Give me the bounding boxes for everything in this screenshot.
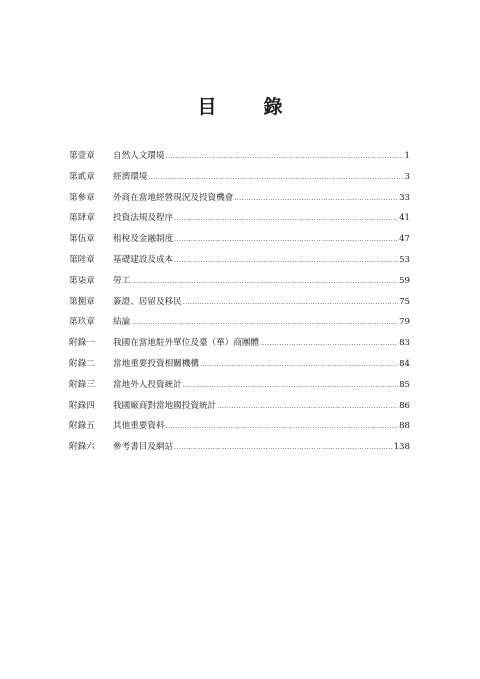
toc-entry-title: 自然人文環境	[113, 151, 165, 161]
toc-chapter-label: 第捌章	[69, 296, 95, 307]
toc-chapter-label: 第肆章	[69, 213, 95, 224]
toc-page-number: 41	[399, 213, 410, 224]
toc-entry-title: 我國在當地駐外單位及臺（華）商團體	[113, 338, 260, 349]
dot-leader	[166, 417, 398, 438]
toc-chapter-label: 附錄六	[69, 442, 95, 453]
dot-leader	[148, 168, 403, 189]
dot-leader	[174, 438, 392, 459]
dot-leader	[131, 272, 398, 293]
dot-leader	[174, 209, 398, 230]
toc-entry[interactable]	[69, 375, 410, 396]
toc-chapter-label: 第參章	[69, 192, 95, 203]
toc-entry-title: 基礎建設及成本	[113, 254, 174, 265]
toc-entry[interactable]	[69, 333, 410, 354]
toc-entry-title: 外商在當地經營現況及投資機會	[113, 192, 234, 203]
toc-entry[interactable]	[69, 312, 410, 333]
toc-entry-title: 簽證、居留及移民	[113, 296, 182, 307]
toc-page-number: 3	[404, 171, 410, 182]
toc-chapter-label: 第貳章	[69, 171, 95, 182]
dot-leader	[174, 251, 398, 272]
toc-chapter-label: 第陸章	[69, 254, 95, 265]
toc-entry[interactable]	[69, 167, 410, 188]
dot-leader	[234, 189, 398, 210]
toc-entry-title: 勞工	[113, 275, 131, 286]
toc-entry[interactable]	[69, 416, 410, 437]
toc-entry-title: 當地外人投資統計	[113, 379, 182, 390]
toc-entry-title: 經濟環境	[113, 171, 148, 182]
toc-page-number: 47	[399, 234, 410, 245]
toc-entry[interactable]	[69, 354, 410, 375]
toc-entry[interactable]	[69, 188, 410, 209]
toc-entry[interactable]	[69, 229, 410, 250]
toc-chapter-label: 第玖章	[69, 317, 95, 328]
toc-page-number: 79	[399, 317, 410, 328]
toc-entry[interactable]	[69, 271, 410, 292]
toc-page-number: 138	[393, 442, 410, 453]
toc-page-number: 53	[399, 254, 410, 265]
toc-chapter-label: 附錄五	[69, 421, 95, 432]
toc-entry-title: 租稅及金融制度	[113, 234, 174, 245]
toc-page-number: 75	[399, 296, 410, 307]
toc-chapter-label: 第伍章	[69, 234, 95, 245]
toc-page-number: 83	[399, 338, 410, 349]
toc-entry-title: 當地重要投資相關機構	[113, 358, 199, 369]
dot-leader	[166, 147, 404, 168]
dot-leader	[183, 376, 398, 397]
dot-leader	[200, 355, 398, 376]
toc-entry-title: 我國廠商對當地國投資統計	[113, 400, 217, 411]
dot-leader	[217, 397, 398, 418]
toc-page-number: 59	[399, 275, 410, 286]
toc-page-number: 84	[399, 358, 410, 369]
toc-entry[interactable]	[69, 437, 410, 458]
toc-entry-title: 投資法規及程序	[113, 213, 174, 224]
toc-entry-title: 其他重要資料	[113, 421, 165, 432]
toc-page-number: 33	[399, 192, 410, 203]
toc-entry[interactable]	[69, 292, 410, 313]
dot-leader	[131, 313, 398, 334]
toc-page-number: 85	[399, 379, 410, 390]
toc-chapter-label: 第壹章	[69, 151, 95, 161]
page-title: 目 錄	[197, 96, 297, 118]
toc-entry[interactable]	[69, 208, 410, 229]
dot-leader	[174, 230, 398, 251]
toc-chapter-label: 附錄四	[69, 400, 95, 411]
toc-entry[interactable]	[69, 250, 410, 271]
toc-page-number: 1	[404, 151, 410, 161]
toc-chapter-label: 附錄一	[69, 338, 95, 349]
toc-entry[interactable]	[69, 396, 410, 417]
toc-page-number: 86	[399, 400, 410, 411]
toc-entry-title: 參考書目及網站	[113, 442, 174, 453]
dot-leader	[183, 293, 398, 314]
dot-leader	[260, 334, 398, 355]
toc-chapter-label: 第柒章	[69, 275, 95, 286]
toc-chapter-label: 附錄二	[69, 358, 95, 369]
toc-entry[interactable]	[69, 146, 410, 167]
toc-chapter-label: 附錄三	[69, 379, 95, 390]
table-of-contents	[69, 146, 410, 458]
toc-page-number: 88	[399, 421, 410, 432]
toc-entry-title: 結論	[113, 317, 131, 328]
